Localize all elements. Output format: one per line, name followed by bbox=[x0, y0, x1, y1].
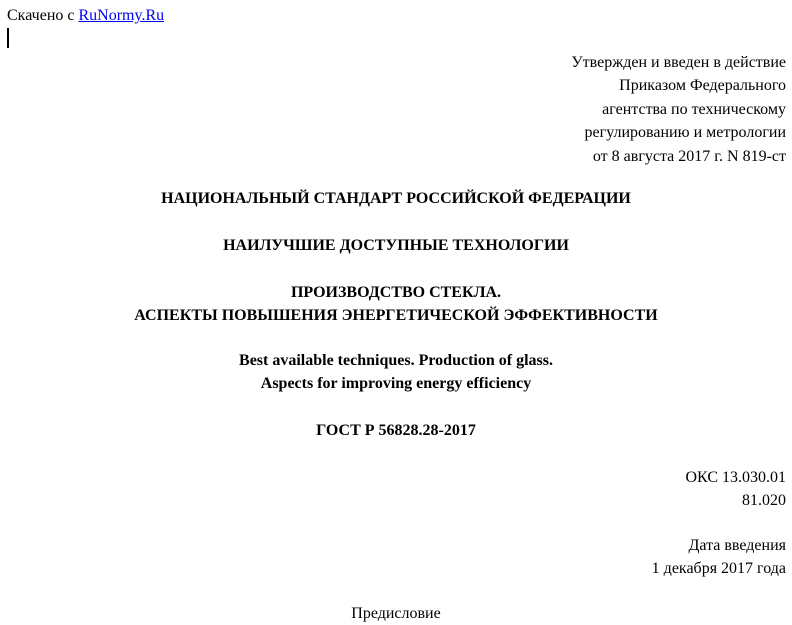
source-line bbox=[7, 6, 164, 26]
gost-number: ГОСТ Р 56828.28-2017 bbox=[316, 422, 476, 439]
introduction-date-label: Дата введения bbox=[688, 537, 786, 554]
approval-line: Приказом Федерального bbox=[619, 77, 786, 95]
source-prefix: Скачено с bbox=[7, 7, 79, 24]
english-title bbox=[0, 349, 792, 395]
document-title-line-1: ПРОИЗВОДСТВО СТЕКЛА. bbox=[290, 284, 502, 301]
text-cursor bbox=[7, 28, 9, 48]
runormy-link[interactable]: RuNormy.Ru bbox=[78, 7, 165, 24]
standard-title: НАЦИОНАЛЬНЫЙ СТАНДАРТ РОССИЙСКОЙ ФЕДЕРАЦИИ bbox=[161, 190, 631, 207]
document-title bbox=[0, 281, 792, 327]
approval-line: агентства по техническому bbox=[602, 100, 786, 118]
approval-line: от 8 августа 2017 г. N 819-ст bbox=[592, 147, 786, 165]
series-title: НАИЛУЧШИЕ ДОСТУПНЫЕ ТЕХНОЛОГИИ bbox=[223, 237, 569, 254]
approval-block bbox=[571, 51, 786, 168]
oks-code-secondary: 81.020 bbox=[742, 492, 786, 509]
document-title-line-2: АСПЕКТЫ ПОВЫШЕНИЯ ЭНЕРГЕТИЧЕСКОЙ ЭФФЕКТИВНОСТИ bbox=[134, 307, 658, 324]
approval-line: Утвержден и введен в действие bbox=[571, 54, 786, 71]
preface-heading: Предисловие bbox=[351, 605, 441, 622]
introduction-date-value: 1 декабря 2017 года bbox=[651, 560, 786, 577]
english-title-line-2: Aspects for improving energy efficiency bbox=[260, 375, 532, 392]
english-title-line-1: Best available techniques. Production of glass. bbox=[239, 352, 553, 369]
oks-codes bbox=[686, 466, 787, 512]
oks-code-primary: ОКС 13.030.01 bbox=[685, 469, 786, 486]
approval-line: регулированию и метрологии bbox=[584, 124, 786, 142]
introduction-date bbox=[652, 534, 786, 580]
